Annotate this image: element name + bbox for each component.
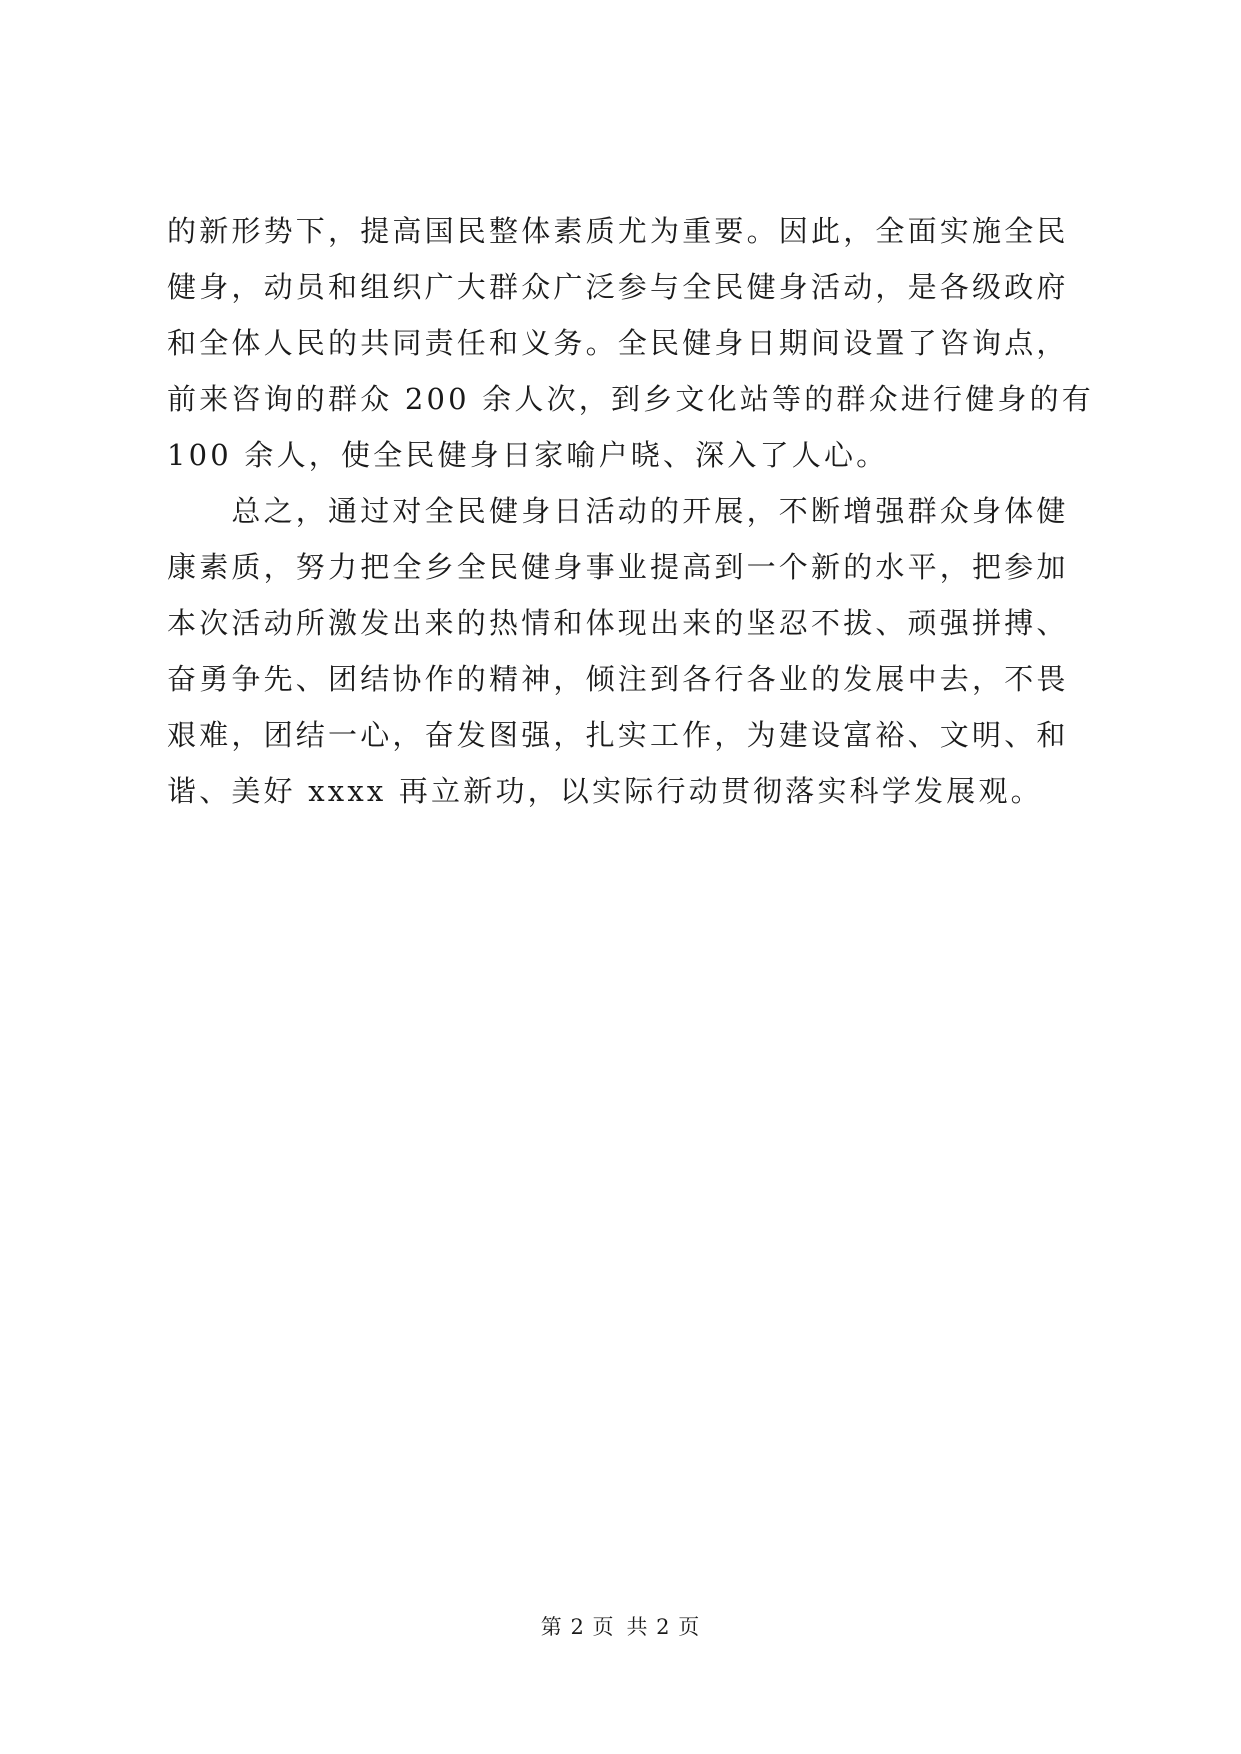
text-line: 的新形势下，提高国民整体素质尤为重要。因此，全面实施全民 [167,214,1069,248]
text-line: 100 余人，使全民健身日家喻户晓、深入了人心。 [167,438,889,472]
text-line: 本次活动所激发出来的热情和体现出来的坚忍不拔、顽强拼搏、 [167,606,1069,640]
text-line: 总之，通过对全民健身日活动的开展，不断增强群众身体健 [167,494,1069,528]
text-line: 康素质，努力把全乡全民健身事业提高到一个新的水平，把参加 [167,550,1069,584]
page-total: 共 2 页 [626,1615,701,1639]
page-footer [0,1612,1241,1642]
text-line: 前来咨询的群众 200 余人次，到乡文化站等的群众进行健身的有 [167,382,1094,416]
body-text [167,203,1094,819]
text-line: 健身，动员和组织广大群众广泛参与全民健身活动，是各级政府 [167,270,1069,304]
text-line: 艰难，团结一心，奋发图强，扎实工作，为建设富裕、文明、和 [167,718,1069,752]
page-number: 第 2 页 [540,1615,615,1639]
text-line: 和全体人民的共同责任和义务。全民健身日期间设置了咨询点， [167,326,1069,360]
text-line: 谐、美好 xxxx 再立新功，以实际行动贯彻落实科学发展观。 [167,774,1043,808]
text-line: 奋勇争先、团结协作的精神，倾注到各行各业的发展中去，不畏 [167,662,1069,696]
